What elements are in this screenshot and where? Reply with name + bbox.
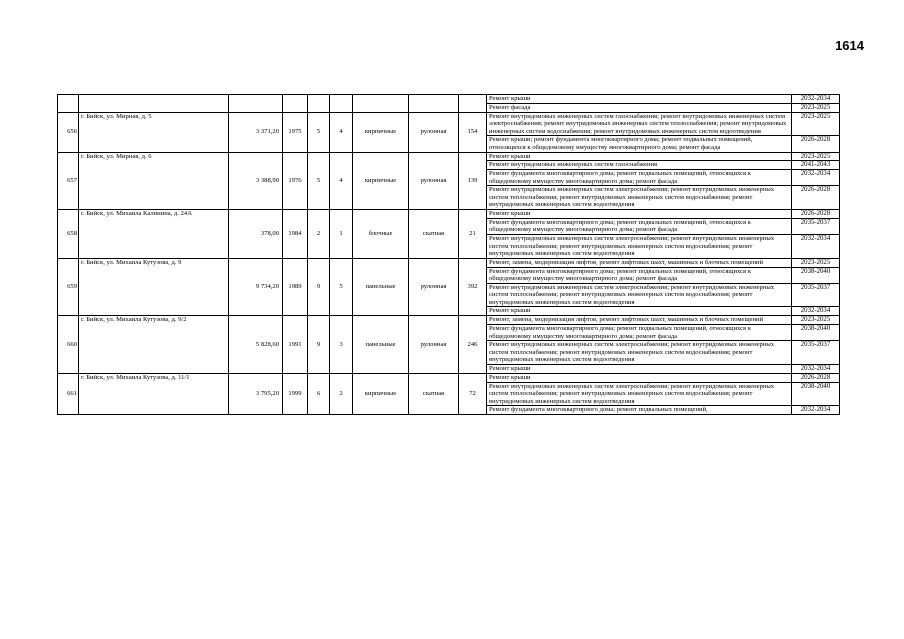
work-row: [58, 258, 840, 267]
work-period: 2038-2040: [792, 325, 840, 341]
record-area: 9 734,20: [229, 258, 283, 316]
work-period: 2032-2034: [792, 307, 840, 316]
work-period: 2026-2028: [792, 373, 840, 382]
record-number: 657: [58, 152, 79, 210]
record-number: 658: [58, 210, 79, 259]
work-description: Ремонт крыши: [487, 364, 792, 373]
record-year: 1989: [283, 258, 308, 316]
carryover-empty-cell: [353, 95, 409, 113]
work-row: [58, 316, 840, 325]
work-period: 2026-2028: [792, 136, 840, 152]
work-description: Ремонт крыши: [487, 152, 792, 161]
record-residents: 246: [459, 316, 487, 374]
record-floors: 9: [308, 316, 330, 374]
work-description: Ремонт фундамента многоквартирного дома; ремонт подвальных помещений, относящихся к общедомовому имуществу многоквартирного дома; ремонт фасада: [487, 325, 792, 341]
record-wall-material: кирпичные: [353, 373, 409, 414]
record-year: 1975: [283, 112, 308, 152]
record-roof-type: рулонная: [409, 112, 459, 152]
record-address: г. Бийск, ул. Михаила Калинина, д. 24А: [79, 210, 229, 259]
carryover-empty-cell: [283, 95, 308, 113]
record-wall-material: кирпичные: [353, 152, 409, 210]
work-period: 2032-2034: [792, 235, 840, 259]
work-description: Ремонт крыши: [487, 373, 792, 382]
record-address: г. Бийск, ул. Михаила Кутузова, д. 11/1: [79, 373, 229, 414]
carryover-work: Ремонт крыши: [487, 95, 792, 104]
record-entrances: 5: [330, 258, 353, 316]
record-area: 3 388,90: [229, 152, 283, 210]
record-roof-type: скатная: [409, 373, 459, 414]
work-description: Ремонт внутридомовых инженерных систем электроснабжения; ремонт внутридомовых инженерных систем теплоснабжения; ремонт внутридомовых инженерных систем водоснабжения; ремонт внутридомовых инженерных систем водоотведения: [487, 186, 792, 210]
capital-repair-register-table: [57, 94, 840, 415]
work-period: 2023-2025: [792, 152, 840, 161]
work-period: 2035-2037: [792, 283, 840, 307]
work-period: 2035-2037: [792, 341, 840, 365]
work-description: Ремонт фундамента многоквартирного дома; ремонт подвальных помещений, относящихся к общедомовому имуществу многоквартирного дома; ремонт фасада: [487, 218, 792, 234]
work-description: Ремонт крыши: [487, 307, 792, 316]
work-period: 2032-2034: [792, 170, 840, 186]
carryover-empty-cell: [58, 95, 79, 113]
record-wall-material: панельные: [353, 316, 409, 374]
record-number: 659: [58, 258, 79, 316]
work-period: 2038-2040: [792, 382, 840, 406]
work-description: Ремонт крыши; ремонт фундамента многоквартирного дома; ремонт подвальных помещений, относящихся к общедомовому имуществу многоквартирного дома; ремонт фасада: [487, 136, 792, 152]
record-residents: 72: [459, 373, 487, 414]
work-description: Ремонт внутридомовых инженерных систем электроснабжения; ремонт внутридомовых инженерных систем теплоснабжения; ремонт внутридомовых инженерных систем водоснабжения; ремонт внутридомовых инженерных систем водоотведения: [487, 283, 792, 307]
work-description: Ремонт крыши: [487, 210, 792, 219]
record-floors: 5: [308, 112, 330, 152]
record-wall-material: панельные: [353, 258, 409, 316]
record-address: г. Бийск, ул. Мирная, д. 5: [79, 112, 229, 152]
work-period: 2023-2025: [792, 258, 840, 267]
record-entrances: 4: [330, 152, 353, 210]
work-description: Ремонт фундамента многоквартирного дома; ремонт подвальных помещений, относящихся к общедомовому имуществу многоквартирного дома; ремонт фасада: [487, 267, 792, 283]
carryover-empty-cell: [308, 95, 330, 113]
carryover-empty-cell: [79, 95, 229, 113]
work-period: 2032-2034: [792, 364, 840, 373]
register-body: [58, 95, 840, 415]
carryover-empty-cell: [459, 95, 487, 113]
work-row: [58, 210, 840, 219]
record-wall-material: блочные: [353, 210, 409, 259]
record-area: 3 371,20: [229, 112, 283, 152]
work-description: Ремонт внутридомовых инженерных систем электроснабжения; ремонт внутридомовых инженерных систем теплоснабжения; ремонт внутридомовых инженерных систем водоснабжения; ремонт внутридомовых инженерных систем водоотведения: [487, 341, 792, 365]
carryover-empty-cell: [330, 95, 353, 113]
record-entrances: 1: [330, 210, 353, 259]
work-row: [58, 112, 840, 136]
record-area: 3 795,20: [229, 373, 283, 414]
record-floors: 2: [308, 210, 330, 259]
record-number: 661: [58, 373, 79, 414]
record-residents: 392: [459, 258, 487, 316]
record-address: г. Бийск, ул. Михаила Кутузова, д. 9/2: [79, 316, 229, 374]
carryover-period: 2023-2025: [792, 103, 840, 112]
work-row: [58, 373, 840, 382]
record-year: 1984: [283, 210, 308, 259]
record-area: 5 828,60: [229, 316, 283, 374]
record-number: 656: [58, 112, 79, 152]
work-period: 2023-2025: [792, 112, 840, 136]
work-period: 2038-2040: [792, 267, 840, 283]
carryover-row: [58, 95, 840, 104]
record-residents: 154: [459, 112, 487, 152]
work-period: 2026-2028: [792, 186, 840, 210]
work-period: 2041-2043: [792, 161, 840, 170]
record-floors: 6: [308, 373, 330, 414]
work-period: 2032-2034: [792, 406, 840, 415]
record-number: 660: [58, 316, 79, 374]
work-description: Ремонт внутридомовых инженерных систем газоснабжения; ремонт внутридомовых инженерных систем электроснабжения; ремонт внутридомовых инженерных систем теплоснабжения; ремонт внутридомовых инженерных систем водоснабжения; ремонт внутридомовых инженерных систем водоотведения: [487, 112, 792, 136]
carryover-empty-cell: [409, 95, 459, 113]
carryover-empty-cell: [229, 95, 283, 113]
record-year: 1999: [283, 373, 308, 414]
work-description: Ремонт фундамента многоквартирного дома; ремонт подвальных помещений, относящихся к общедомовому имуществу многоквартирного дома; ремонт фасада: [487, 170, 792, 186]
work-description: Ремонт, замена, модернизация лифтов, ремонт лифтовых шахт, машинных и блочных помещений: [487, 258, 792, 267]
carryover-period: 2032-2034: [792, 95, 840, 104]
record-entrances: 4: [330, 112, 353, 152]
record-wall-material: кирпичные: [353, 112, 409, 152]
record-floors: 9: [308, 258, 330, 316]
record-year: 1991: [283, 316, 308, 374]
work-description: Ремонт внутридомовых инженерных систем электроснабжения; ремонт внутридомовых инженерных систем теплоснабжения; ремонт внутридомовых инженерных систем водоснабжения; ремонт внутридомовых инженерных систем водоотведения: [487, 382, 792, 406]
work-description: Ремонт, замена, модернизация лифтов, ремонт лифтовых шахт, машинных и блочных помещений: [487, 316, 792, 325]
record-residents: 139: [459, 152, 487, 210]
work-description: Ремонт фундамента многоквартирного дома; ремонт подвальных помещений,: [487, 406, 792, 415]
record-entrances: 2: [330, 373, 353, 414]
work-description: Ремонт внутридомовых инженерных систем газоснабжения: [487, 161, 792, 170]
page-number: 1614: [835, 38, 864, 53]
work-period: 2026-2028: [792, 210, 840, 219]
record-roof-type: рулонная: [409, 258, 459, 316]
record-year: 1976: [283, 152, 308, 210]
work-row: [58, 152, 840, 161]
record-area: 378,00: [229, 210, 283, 259]
record-address: г. Бийск, ул. Михаила Кутузова, д. 9: [79, 258, 229, 316]
record-floors: 5: [308, 152, 330, 210]
carryover-work: Ремонт фасада: [487, 103, 792, 112]
record-roof-type: рулонная: [409, 316, 459, 374]
work-period: 2035-2037: [792, 218, 840, 234]
work-description: Ремонт внутридомовых инженерных систем электроснабжения; ремонт внутридомовых инженерных систем теплоснабжения; ремонт внутридомовых инженерных систем водоснабжения; ремонт внутридомовых инженерных систем водоотведения: [487, 235, 792, 259]
record-roof-type: рулонная: [409, 152, 459, 210]
record-residents: 21: [459, 210, 487, 259]
record-address: г. Бийск, ул. Мирная, д. 6: [79, 152, 229, 210]
work-period: 2023-2025: [792, 316, 840, 325]
record-roof-type: скатная: [409, 210, 459, 259]
record-entrances: 3: [330, 316, 353, 374]
